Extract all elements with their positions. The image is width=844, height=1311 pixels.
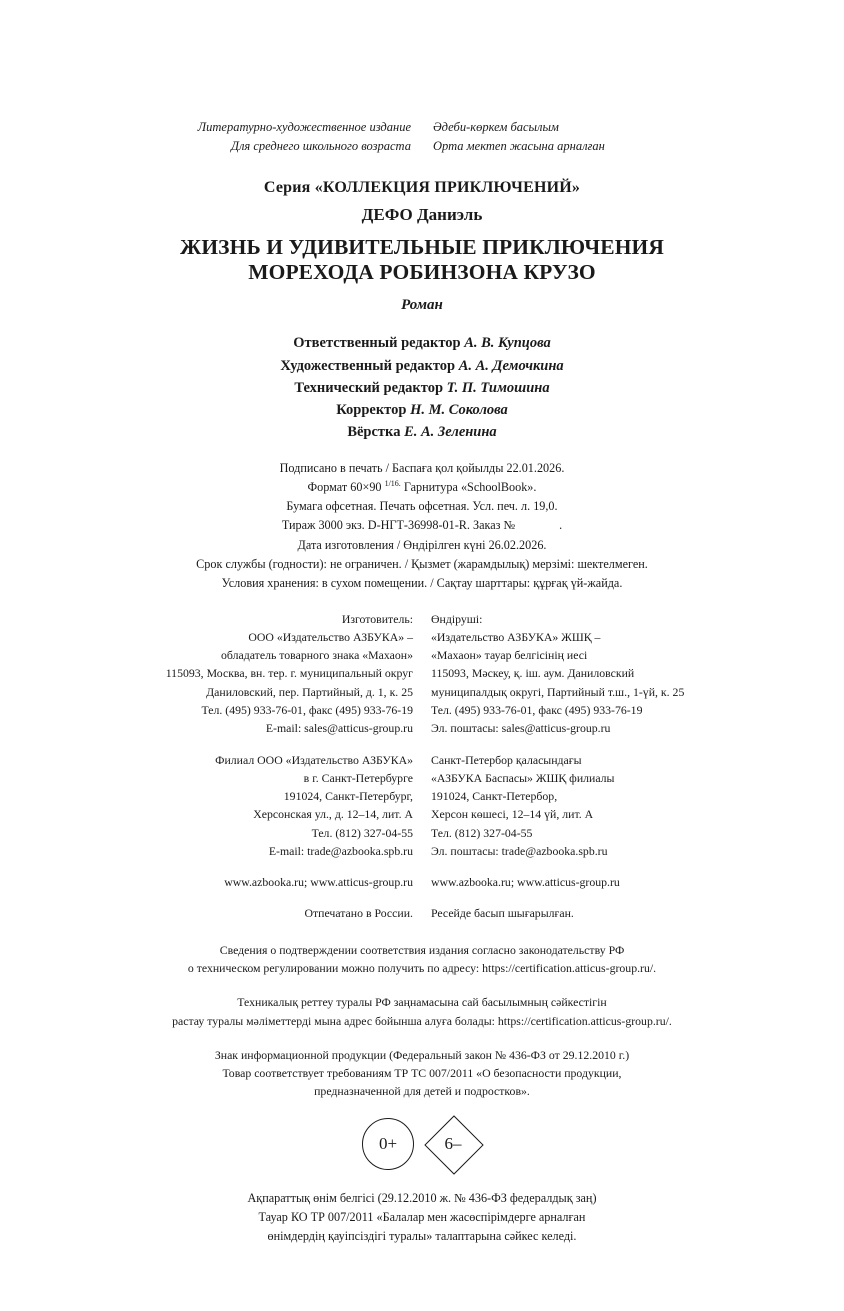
publisher-line: 115093, Мәскеу, қ. іш. аум. Даниловский <box>431 666 635 681</box>
publisher-line: ООО «Издательство АЗБУКА» – <box>248 629 413 644</box>
branch-block <box>431 751 707 861</box>
certification-note-kz <box>95 993 749 1030</box>
staff-row <box>95 332 749 354</box>
branch-line: 191024, Санкт-Петербург, <box>283 789 413 804</box>
staff-role: Корректор <box>336 401 407 418</box>
book-genre: Роман <box>401 297 443 314</box>
print-run-post: . <box>559 518 563 533</box>
print-signed-date: Подписано в печать / Баспаға қол қойылды 22.01.2026. <box>279 460 565 475</box>
age-mark-diamond-icon <box>424 1115 482 1173</box>
series-name: Серия «КОЛЛЕКЦИЯ ПРИКЛЮЧЕНИЙ» <box>263 178 581 196</box>
staff-person: Н. М. Соколова <box>410 401 508 418</box>
age-mark-circle-icon <box>362 1118 414 1170</box>
age-marks <box>95 1115 749 1173</box>
print-run-pre: Тираж 3000 экз. D-НГТ-36998-01-R. Заказ № <box>281 518 516 533</box>
publisher-line: «Махаон» тауар белгісінің иесі <box>431 648 588 663</box>
website-line-ru: www.azbooka.ru; www.atticus-group.ru <box>224 875 413 890</box>
book-title-line1: ЖИЗНЬ И УДИВИТЕЛЬНЫЕ ПРИКЛЮЧЕНИЯ <box>180 234 664 259</box>
certification-note-ru <box>95 941 749 978</box>
publisher-details-ru <box>137 610 413 923</box>
publisher-line: Өндіруші: <box>431 611 483 626</box>
print-format-pre: Формат 60×90 <box>307 479 385 494</box>
publisher-line: Тел. (495) 933-76-01, факс (495) 933-76-19 <box>201 702 413 717</box>
publisher-email: Эл. поштасы: sales@atticus-group.ru <box>431 721 611 736</box>
manufacture-date: Дата изготовления / Өндірілген күні 26.02.2026. <box>297 537 547 552</box>
publisher-details-kz <box>431 610 707 923</box>
certification-note-ru-line: о техническом регулировании можно получить по адресу: https://certification.atticus-group.ru/. <box>187 961 657 976</box>
edition-header <box>95 118 749 157</box>
branch-email: E-mail: trade@azbooka.spb.ru <box>268 843 413 858</box>
publisher-email: E-mail: sales@atticus-group.ru <box>265 721 413 736</box>
publisher-line: обладатель товарного знака «Махаон» <box>221 648 413 663</box>
print-paper: Бумага офсетная. Печать офсетная. Усл. печ. л. 19,0. <box>286 499 558 514</box>
storage-conditions: Условия хранения: в сухом помещении. / Сақтау шарттары: құрғақ үй-жайда. <box>221 576 623 591</box>
edition-audience-kz: Орта мектеп жасына арналған <box>433 139 605 154</box>
age-sign-note-kz-line: Ақпараттық өнім белгісі (29.12.2010 ж. № 436-ФЗ федералдық заң) <box>247 1190 597 1205</box>
edition-header-kz <box>433 118 657 157</box>
staff-row <box>95 421 749 443</box>
website-line-kz: www.azbooka.ru; www.atticus-group.ru <box>431 875 620 890</box>
age-mark-circle-label: 0+ <box>378 1133 398 1153</box>
age-sign-note-kz-line: Тауар КО ТР 007/2011 «Балалар мен жасөспірімдерге арналған <box>258 1209 586 1224</box>
staff-person: Е. А. Зеленина <box>404 423 497 440</box>
age-sign-note-kz <box>95 1189 749 1246</box>
staff-person: Т. П. Тимошина <box>446 379 550 396</box>
branch-block <box>137 751 413 861</box>
staff-role: Художественный редактор <box>280 357 456 374</box>
publisher-line: Тел. (495) 933-76-01, факс (495) 933-76-19 <box>431 702 643 717</box>
print-format-post: Гарнитура «SchoolBook». <box>400 479 537 494</box>
branch-line: Филиал ООО «Издательство АЗБУКА» <box>215 752 413 767</box>
print-run <box>95 516 749 535</box>
book-title <box>95 235 749 286</box>
branch-line: Херсонская ул., д. 12–14, лит. А <box>253 807 413 822</box>
publisher-line: Изготовитель: <box>341 611 413 626</box>
staff-row <box>95 399 749 421</box>
certification-note-kz-line: растау туралы мәліметтерді мына адрес бойынша алуға болады: https://certification.atticus-group.ru/. <box>172 1013 672 1028</box>
branch-line: Тел. (812) 327-04-55 <box>311 825 413 840</box>
branch-line: «АЗБУКА Баспасы» ЖШҚ филиалы <box>431 770 615 785</box>
branch-line: Санкт-Петербор қаласындағы <box>431 752 582 767</box>
printed-in-kz: Ресейде басып шығарылған. <box>431 906 574 921</box>
age-sign-note-ru-line: предназначенной для детей и подростков». <box>314 1084 530 1099</box>
age-sign-note-kz-line: өнімдердің қауіпсіздігі туралы» талаптарына сәйкес келеді. <box>267 1228 577 1243</box>
staff-person: А. В. Купцова <box>464 335 551 352</box>
staff-role: Технический редактор <box>294 379 444 396</box>
age-sign-note-ru-line: Знак информационной продукции (Федеральный закон № 436-ФЗ от 29.12.2010 г.) <box>214 1047 630 1062</box>
publisher-block <box>137 610 413 738</box>
branch-line: Херсон көшесі, 12–14 үй, лит. А <box>431 807 594 822</box>
age-sign-note-ru <box>95 1046 749 1101</box>
printed-in-ru: Отпечатано в России. <box>304 906 413 921</box>
service-life: Срок службы (годности): не ограничен. / Қызмет (жарамдылық) мерзімі: шектелмеген. <box>196 557 648 572</box>
print-format <box>95 478 749 497</box>
author-name: ДЕФО Даниэль <box>361 204 483 224</box>
staff-person: А. А. Демочкина <box>458 357 564 374</box>
publisher-block <box>431 610 707 738</box>
publisher-line: Даниловский, пер. Партийный, д. 1, к. 25 <box>206 684 413 699</box>
certification-note-ru-line: Сведения о подтверждении соответствия издания согласно законодательству РФ <box>219 942 625 957</box>
branch-line: в г. Санкт-Петербурге <box>303 770 413 785</box>
age-sign-note-ru-line: Товар соответствует требованиям ТР ТС 007/2011 «О безопасности продукции, <box>222 1066 622 1081</box>
edition-header-ru <box>187 118 411 157</box>
certification-note-kz-line: Техникалық реттеу туралы РФ заңнамасына сай басылымның сәйкестігін <box>237 995 607 1010</box>
edition-type-kz: Әдеби-көркем басылым <box>433 120 559 134</box>
staff-role: Вёрстка <box>347 423 401 440</box>
branch-email: Эл. поштасы: trade@azbooka.spb.ru <box>431 843 608 858</box>
staff-list <box>95 332 749 442</box>
publisher-line: 115093, Москва, вн. тер. г. муниципальный округ <box>165 666 413 681</box>
staff-row <box>95 377 749 399</box>
book-title-line2: МОРЕХОДА РОБИНЗОНА КРУЗО <box>248 260 596 285</box>
edition-audience-ru: Для среднего школьного возраста <box>231 139 411 154</box>
age-mark-diamond-label: 6– <box>444 1133 462 1153</box>
publisher-line: «Издательство АЗБУКА» ЖШҚ – <box>431 629 601 644</box>
staff-role: Ответственный редактор <box>293 335 461 352</box>
print-format-fraction: 1/16. <box>384 478 401 488</box>
printing-details <box>95 459 749 594</box>
branch-line: 191024, Санкт-Петербор, <box>431 789 558 804</box>
branch-line: Тел. (812) 327-04-55 <box>431 825 533 840</box>
publisher-line: муниципалдық округі, Партийный т.ш., 1-үй, к. 25 <box>431 684 685 699</box>
edition-type-ru: Литературно-художественное издание <box>197 120 411 134</box>
publisher-details <box>95 610 749 923</box>
staff-row <box>95 355 749 377</box>
